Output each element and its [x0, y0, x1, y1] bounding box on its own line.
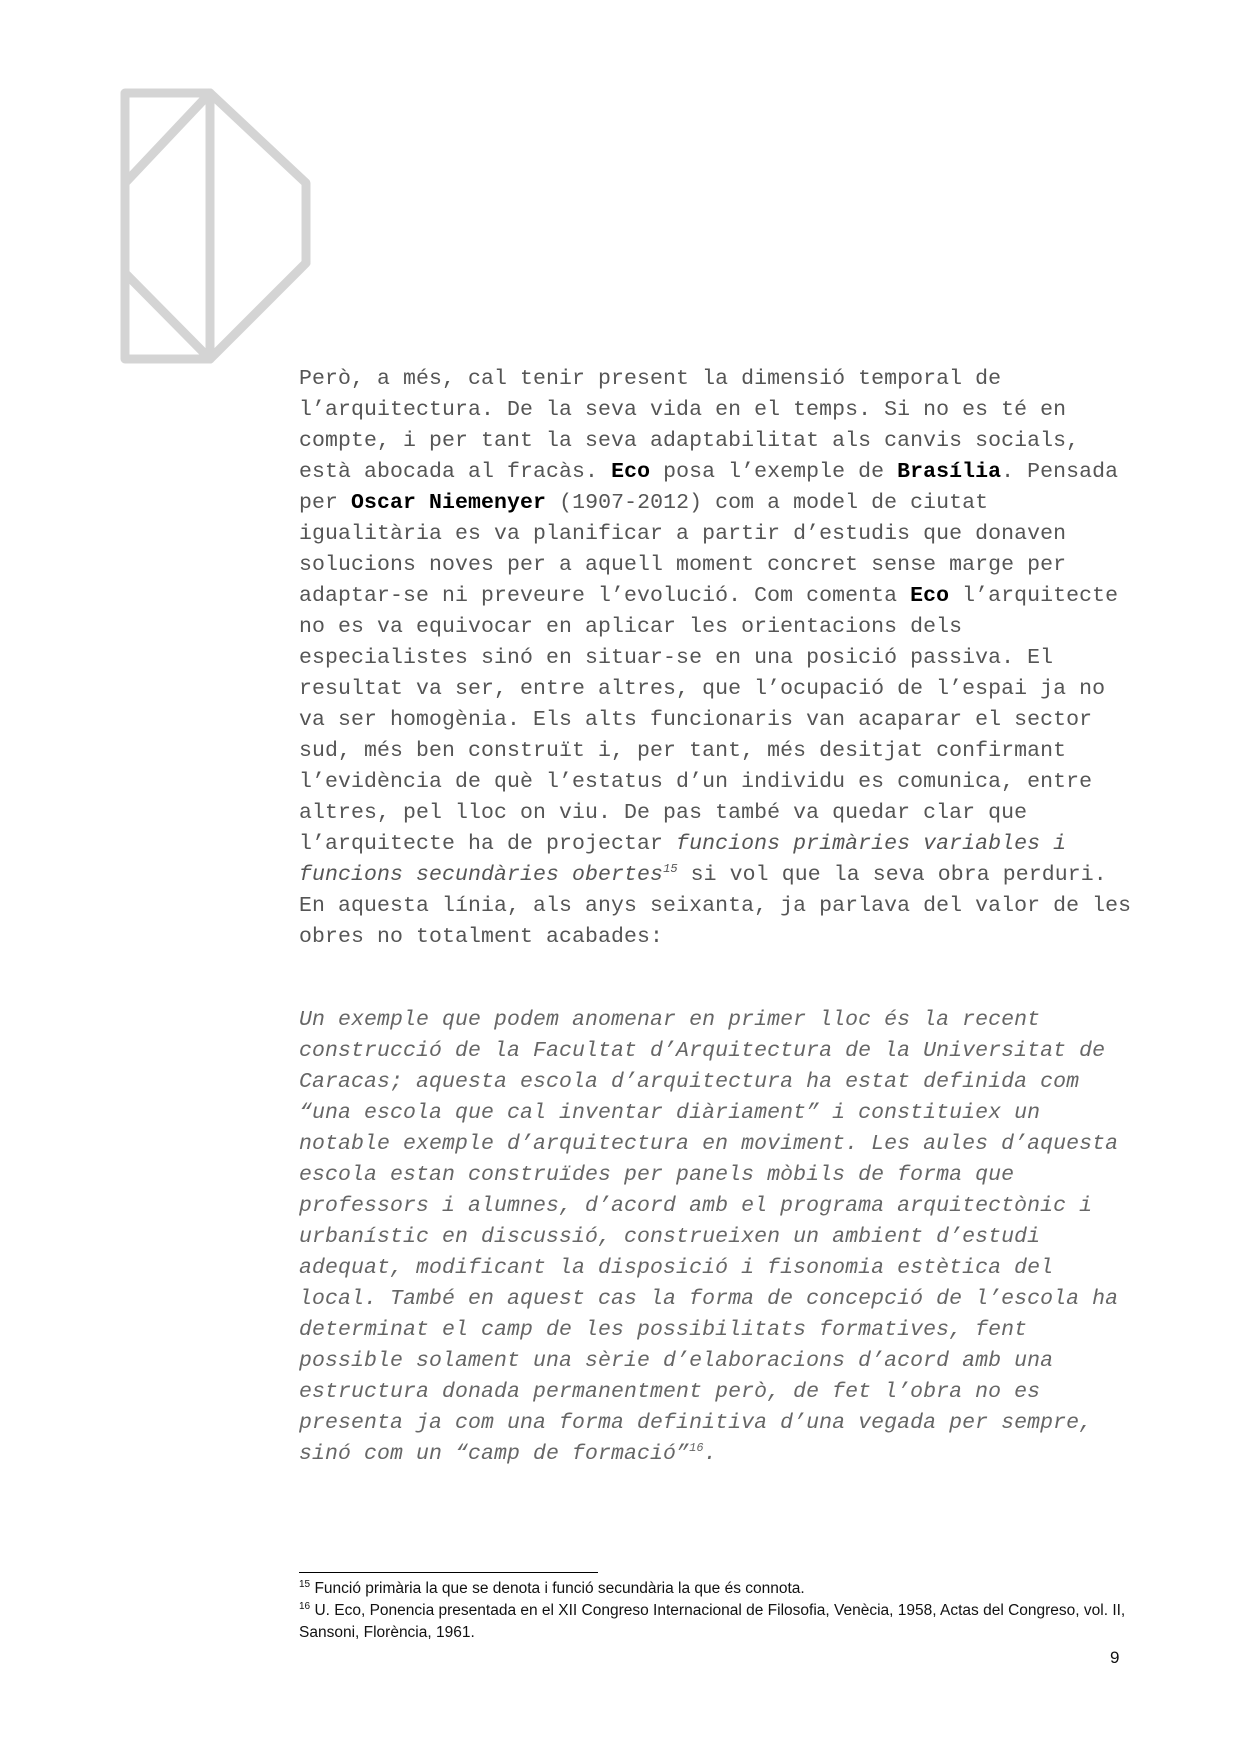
text-run: si vol que la seva obra perduri. En aquesta línia, als anys seixanta, ja parlava del valor de les obres no totalment acabades: — [299, 863, 1132, 949]
architect-niemenyer: Oscar Niemenyer — [351, 491, 547, 515]
footnote-number: 16 — [299, 1600, 311, 1612]
footnote-text: U. Eco, Ponencia presentada en el XII Congreso Internacional de Filosofia, Venècia, 1958, Actas del Congreso, vol. II, Sansoni, Florència, 1961. — [299, 1602, 1126, 1641]
text-run: (1907-2012) com a model de ciutat igualitària es va planificar a partir d’estudis que donaven solucions noves per a aquell moment concret sense marge per adaptar-se ni preveure l’evolució. Com comenta — [299, 491, 1067, 608]
footnote-separator — [299, 1572, 598, 1573]
block-quote — [299, 1005, 1139, 1470]
footnote-ref-15: 15 — [663, 861, 678, 876]
quote-end: . — [703, 1442, 717, 1466]
page-number: 9 — [1110, 1648, 1120, 1667]
text-run: . Pensada per — [299, 460, 1119, 515]
footnote-ref-16: 16 — [689, 1440, 704, 1455]
footnote-16 — [299, 1600, 1139, 1644]
city-brasilia: Brasília — [897, 460, 1002, 484]
author-eco: Eco — [910, 584, 950, 608]
footnote-text: Funció primària la que se denota i funció secundària la que és connota. — [314, 1580, 805, 1597]
italic-phrase: funcions primàries variables i funcions secundàries obertes — [299, 832, 1067, 887]
author-eco: Eco — [611, 460, 651, 484]
text-run: Però, a més, cal tenir present la dimensió temporal de l’arquitectura. De la seva vida en el temps. Si no es té en compte, i per tant la seva adaptabilitat als canvis socials, està abocada al fracàs. — [299, 367, 1080, 484]
footnote-number: 15 — [299, 1578, 311, 1590]
text-run: posa l’exemple de — [650, 460, 898, 484]
folded-pentagon-logo-icon — [120, 88, 316, 364]
text-run: l’arquitecte no es va equivocar en aplicar les orientacions dels especialistes sinó en situar-se en una posició passiva. El resultat va ser, entre altres, que l’ocupació de l’espai ja no va ser homogènia. Els alts funcionaris van acaparar el sector sud, més ben construït i, per tant, més desitjat confirmant l’evidència de què l’estatus d’un individu es comunica, entre altres, pel lloc on viu. De pas també va quedar clar que l’arquitecte ha de projectar — [299, 584, 1119, 856]
footnotes — [299, 1578, 1139, 1644]
body-paragraph — [299, 364, 1139, 953]
footnote-15 — [299, 1578, 1139, 1600]
quote-text: Un exemple que podem anomenar en primer lloc és la recent construcció de la Facultat d’Arquitectura de la Universitat de Caracas; aquesta escola d’arquitectura ha estat definida com “una escola que cal inventar diàriament” i constituiex un notable exemple d’arquitectura en moviment. Les aules d’aquesta escola estan construïdes per panels mòbils de forma que professors i alumnes, d’acord amb el programa arquitectònic i urbanístic en discussió, construeixen un ambient d’estudi adequat, modificant la disposició i fisonomia estètica del local. També en aquest cas la forma de concepció de l’escola ha determinat el camp de les possibilitats formatives, fent possible solament una sèrie d’elaboracions d’acord amb una estructura donada permanentment però, de fet l’obra no es presenta ja com una forma definitiva d’una vegada per sempre, sinó com un “camp de formació” — [299, 1008, 1119, 1466]
